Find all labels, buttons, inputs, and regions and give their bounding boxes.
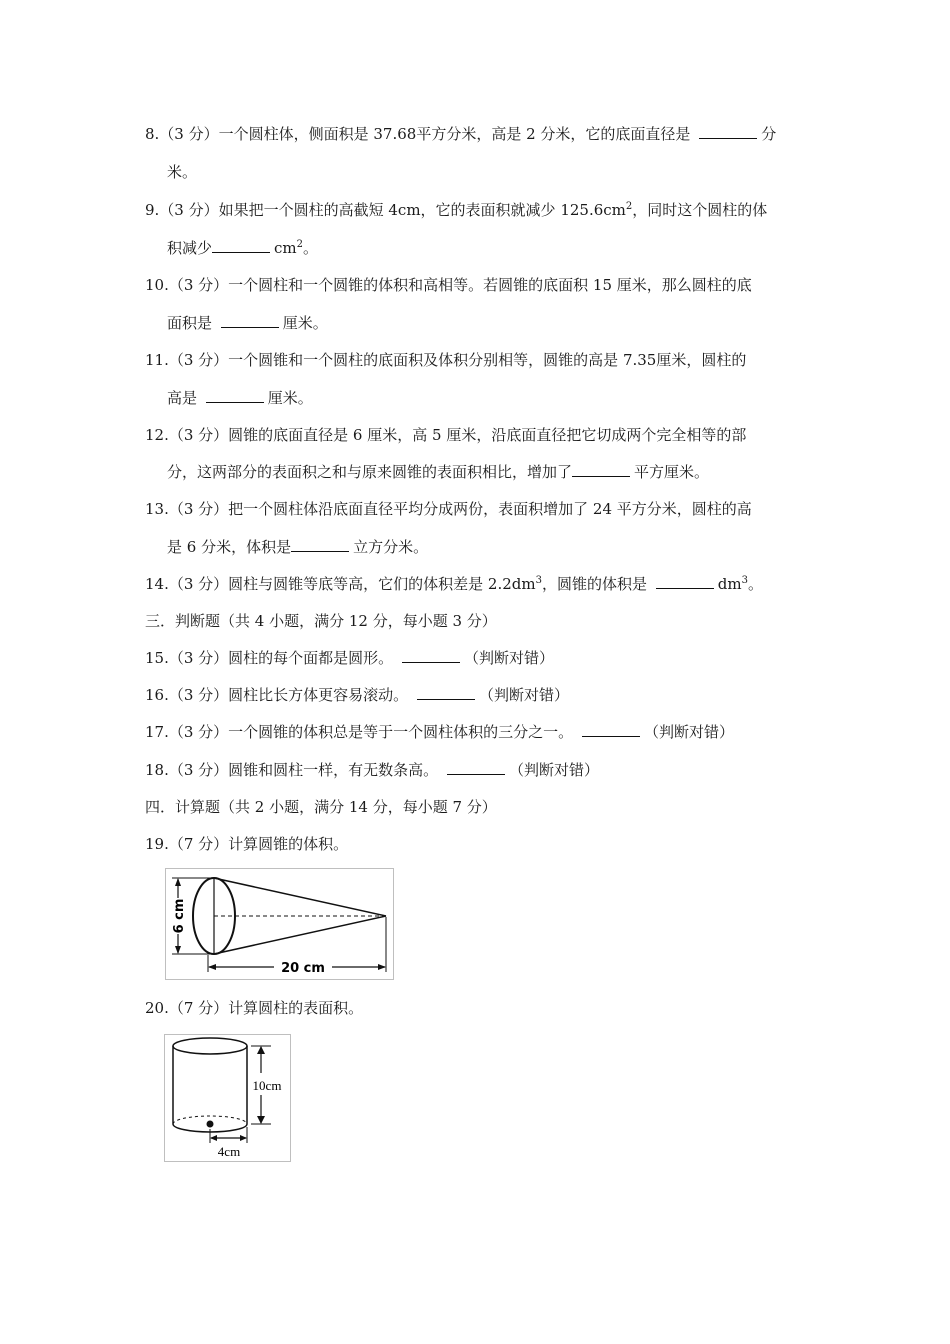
cone-length-label: 20 cm: [281, 961, 325, 976]
answer-blank[interactable]: [212, 238, 270, 253]
answer-blank[interactable]: [417, 685, 475, 700]
cylinder-figure: [164, 1034, 291, 1162]
question-16: 16.（3 分）圆柱比长方体更容易滚动。 （判断对错）: [145, 686, 569, 704]
answer-blank[interactable]: [699, 124, 757, 139]
question-10-line1: 10.（3 分）一个圆柱和一个圆锥的体积和高相等。若圆锥的底面积 15 厘米，那么圆柱的底: [145, 276, 752, 294]
cone-diameter-label: 6 cm: [172, 898, 187, 934]
answer-blank[interactable]: [447, 760, 505, 775]
section-4-heading: 四．计算题（共 2 小题，满分 14 分，每小题 7 分）: [145, 798, 497, 816]
question-20: 20.（7 分）计算圆柱的表面积。: [145, 999, 364, 1017]
question-11-line1: 11.（3 分）一个圆锥和一个圆柱的底面积及体积分别相等，圆锥的高是 7.35厘米，圆柱的: [145, 351, 747, 369]
question-8-line1: 8.（3 分）一个圆柱体，侧面积是 37.68平方分米，高是 2 分米，它的底面直径是 分: [145, 125, 777, 143]
answer-blank[interactable]: [291, 537, 349, 552]
answer-blank[interactable]: [402, 648, 460, 663]
section-3-heading: 三．判断题（共 4 小题，满分 12 分，每小题 3 分）: [145, 612, 497, 630]
question-9-line1: 9.（3 分）如果把一个圆柱的高截短 4cm，它的表面积就减少 $125.6cm^2$，同时这个圆柱的体: [145, 201, 768, 219]
question-9-line2: 积减少 $cm^2$。: [167, 239, 319, 257]
question-17: 17.（3 分）一个圆锥的体积总是等于一个圆柱体积的三分之一。 （判断对错）: [145, 723, 734, 741]
answer-blank[interactable]: [572, 462, 630, 477]
answer-blank[interactable]: [582, 722, 640, 737]
cylinder-height-label: 10cm: [252, 1078, 282, 1093]
answer-blank[interactable]: [221, 313, 279, 328]
question-12-line1: 12.（3 分）圆锥的底面直径是 6 厘米，高 5 厘米，沿底面直径把它切成两个完全相等的部: [145, 426, 747, 444]
question-8-line2: 米。: [167, 163, 198, 181]
cylinder-radius-label: 4cm: [217, 1144, 241, 1159]
question-18: 18.（3 分）圆锥和圆柱一样，有无数条高。 （判断对错）: [145, 761, 599, 779]
question-13-line2: 是 6 分米，体积是 立方分米。: [167, 538, 429, 556]
answer-blank[interactable]: [656, 574, 714, 589]
question-11-line2: 高是 厘米。: [167, 389, 313, 407]
question-10-line2: 面积是 厘米。: [167, 314, 328, 332]
question-19: 19.（7 分）计算圆锥的体积。: [145, 835, 349, 853]
question-14: 14.（3 分）圆柱与圆锥等底等高，它们的体积差是 $2.2dm^3$，圆锥的体积是 $dm^3$。: [145, 575, 763, 593]
question-15: 15.（3 分）圆柱的每个面都是圆形。 （判断对错）: [145, 649, 554, 667]
question-12-line2: 分，这两部分的表面积之和与原来圆锥的表面积相比，增加了 平方厘米。: [167, 463, 710, 481]
question-13-line1: 13.（3 分）把一个圆柱体沿底面直径平均分成两份，表面积增加了 24 平方分米，圆柱的高: [145, 500, 752, 518]
answer-blank[interactable]: [206, 388, 264, 403]
cone-figure: [165, 868, 394, 980]
